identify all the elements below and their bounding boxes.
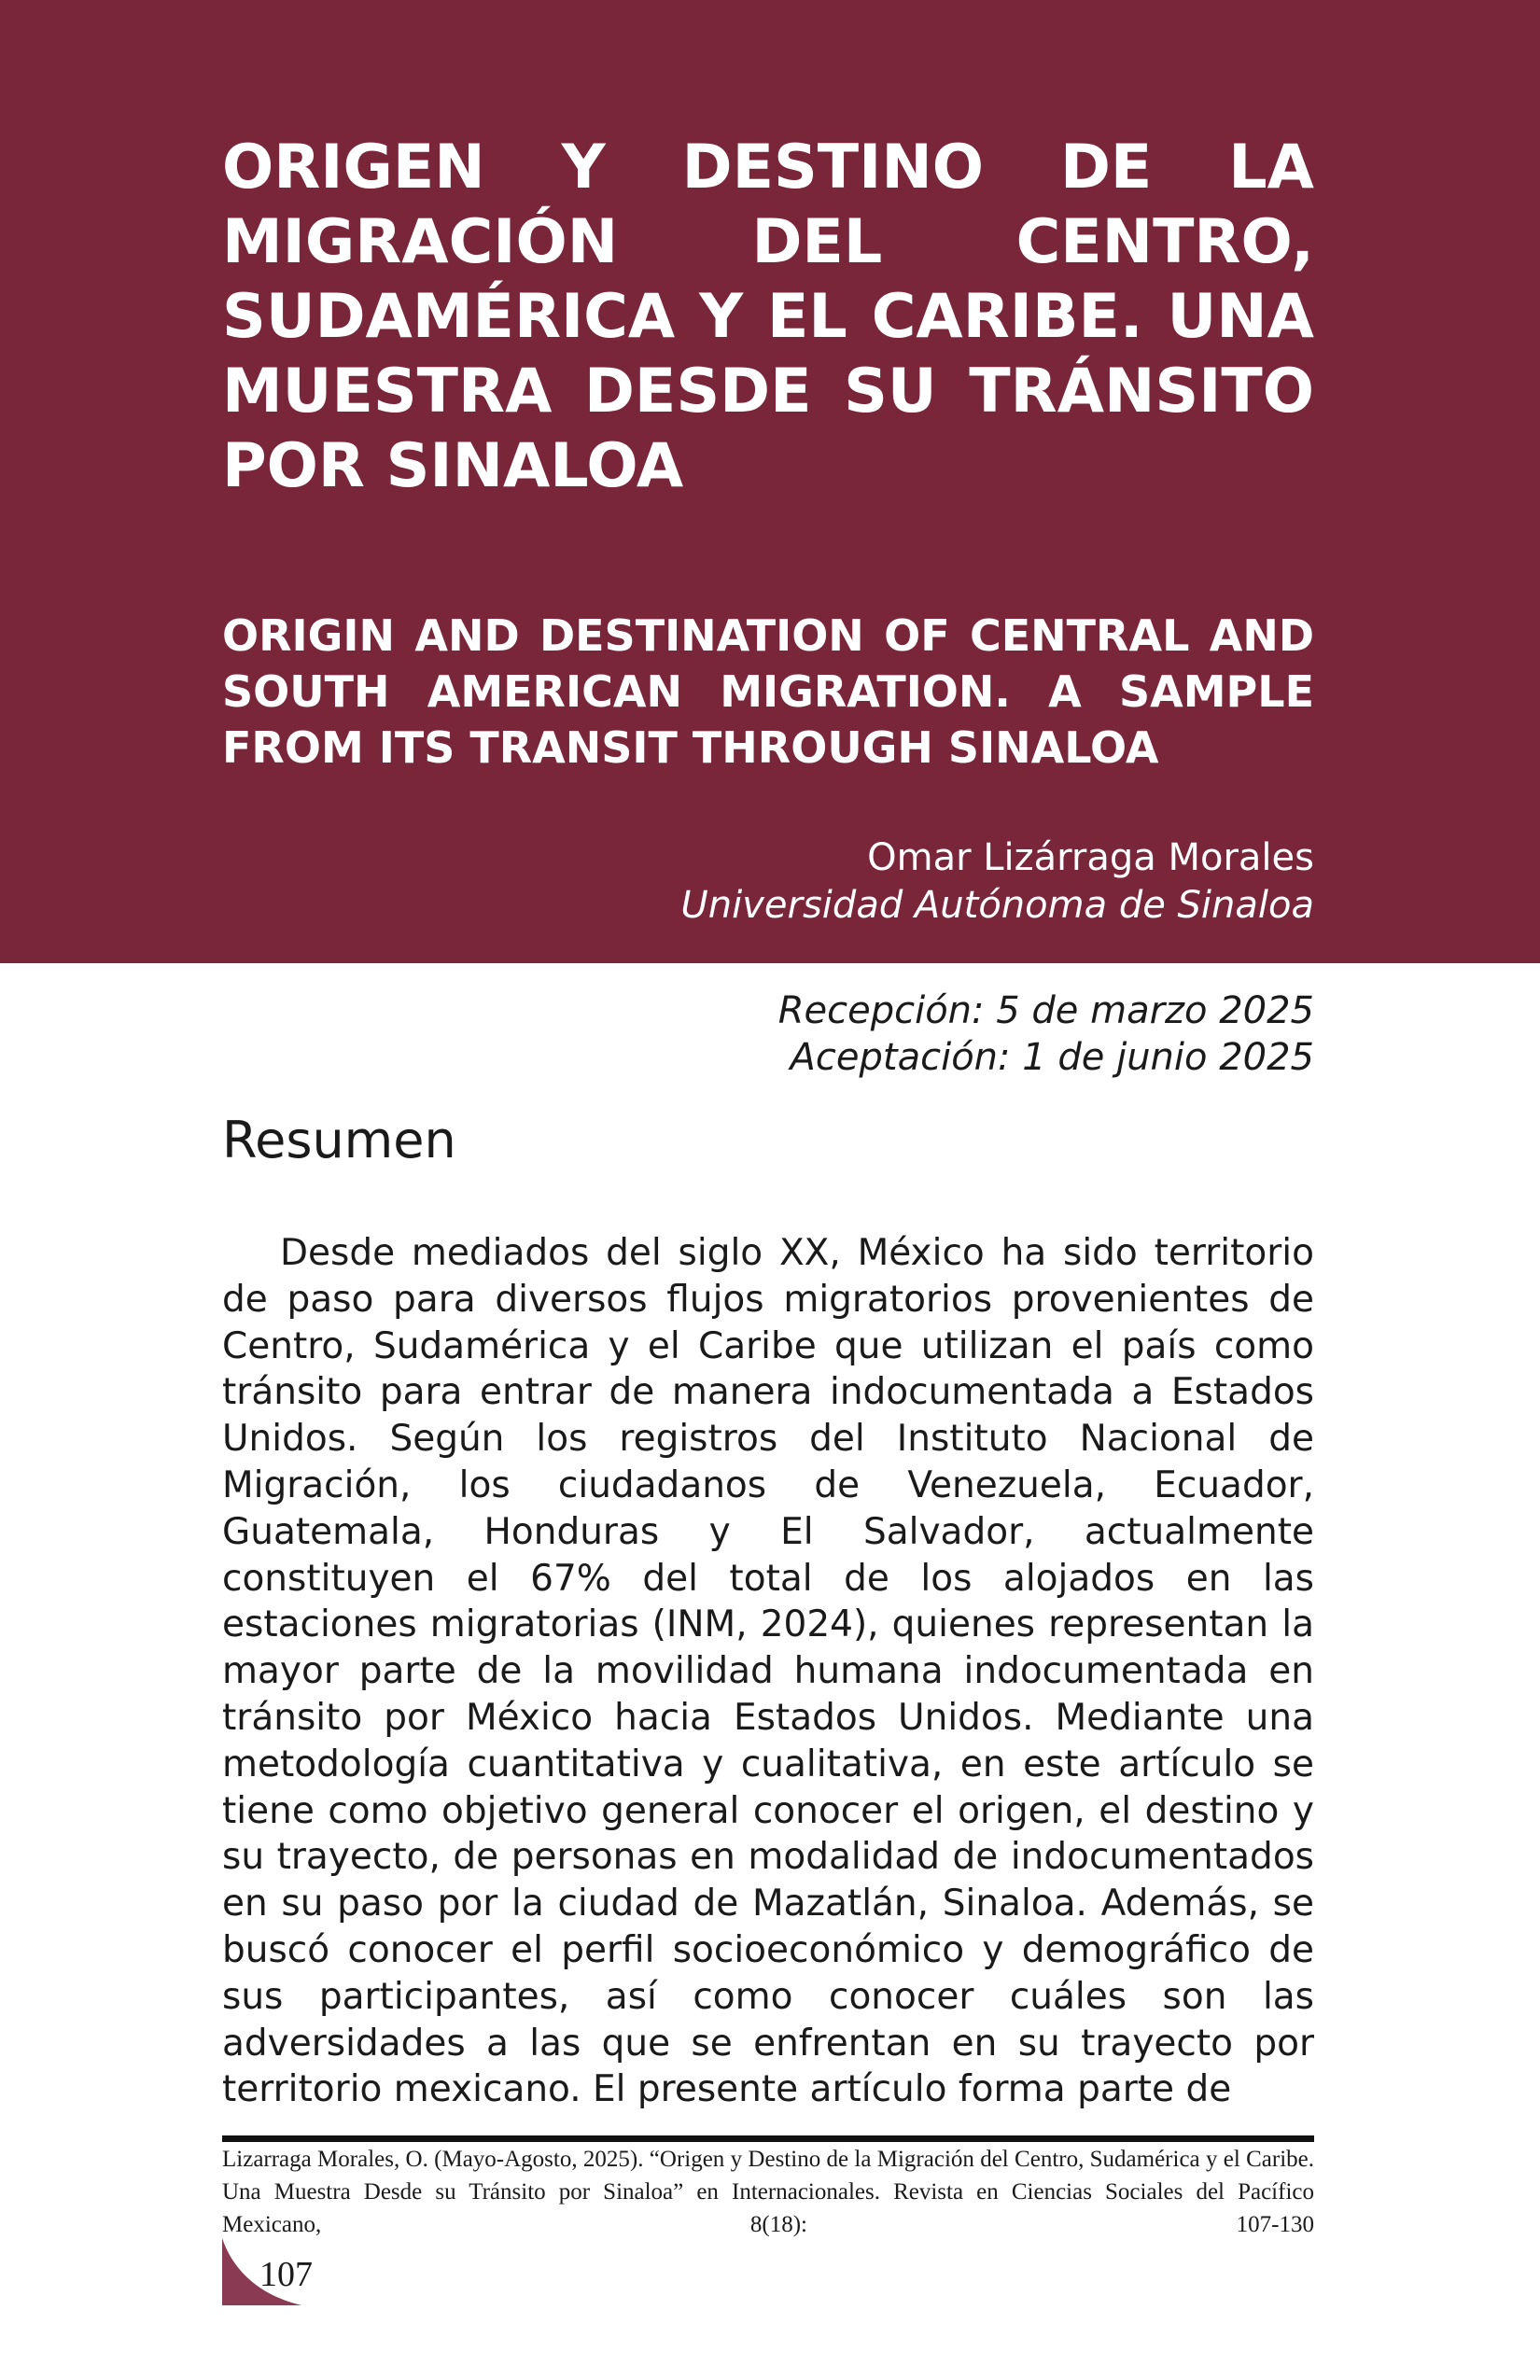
abstract-text: Desde mediados del siglo XX, México ha sido territorio de paso para diversos flujos migratorios provenientes de Centro, Sudamérica y el Caribe que utilizan el país como tránsito para entrar de manera indocumentada a Estados Unidos. Según los registros del Instituto Nacional de Migración, los ciudadanos de Venezuela, Ecuador, Guatemala, Honduras y El Salvador, actualmente constituyen el 67% del total de los alojados en las estaciones migratorias (INM, 2024), quienes representan la mayor parte de la movilidad humana indocumentada en tránsito por México hacia Estados Unidos. Mediante una metodología cuantitativa y cualitativa, en este artículo se tiene como objetivo general conocer el origen, el destino y su trayecto, de personas en modalidad de indocumentados en su paso por la ciudad de Mazatlán, Sinaloa. Además, se buscó conocer el perfil socioeconómico y demográfico de sus participantes, así como conocer cuáles son las adversidades a las que se enfrentan en su trayecto por territorio mexicano. El presente artículo forma parte de <box>222 1232 1314 2111</box>
author-affiliation: Universidad Autónoma de Sinaloa <box>680 884 1314 927</box>
title-banner <box>0 0 1540 963</box>
author-name: Omar Lizárraga Morales <box>867 836 1314 879</box>
accepted-date: Aceptación: 1 de junio 2025 <box>790 1036 1314 1079</box>
abstract-heading: Resumen <box>222 1111 456 1169</box>
article-title-es: ORIGEN Y DESTINO DE LA MIGRACIÓN DEL CENTRO, SUDAMÉRICA Y EL CARIBE. UNA MUESTRA DESDE SU TRÁNSITO POR SINALOA <box>222 133 1314 501</box>
submission-dates <box>474 987 1314 1081</box>
received-date: Recepción: 5 de marzo 2025 <box>777 989 1314 1032</box>
footer-divider <box>222 2135 1314 2142</box>
page-number: 107 <box>259 2255 313 2294</box>
article-title-en: ORIGIN AND DESTINATION OF CENTRAL AND SOUTH AMERICAN MIGRATION. A SAMPLE FROM ITS TRANSIT THROUGH SINALOA <box>222 610 1314 773</box>
citation-text: Lizarraga Morales, O. (Mayo-Agosto, 2025). “Origen y Destino de la Migración del Centro, Sudamérica y el Caribe. Una Muestra Desde su Tránsito por Sinaloa” en Internacionales. Revista en Ciencias Sociales del Pacífico Mexicano, 8(18): 107-130 <box>222 2147 1314 2237</box>
